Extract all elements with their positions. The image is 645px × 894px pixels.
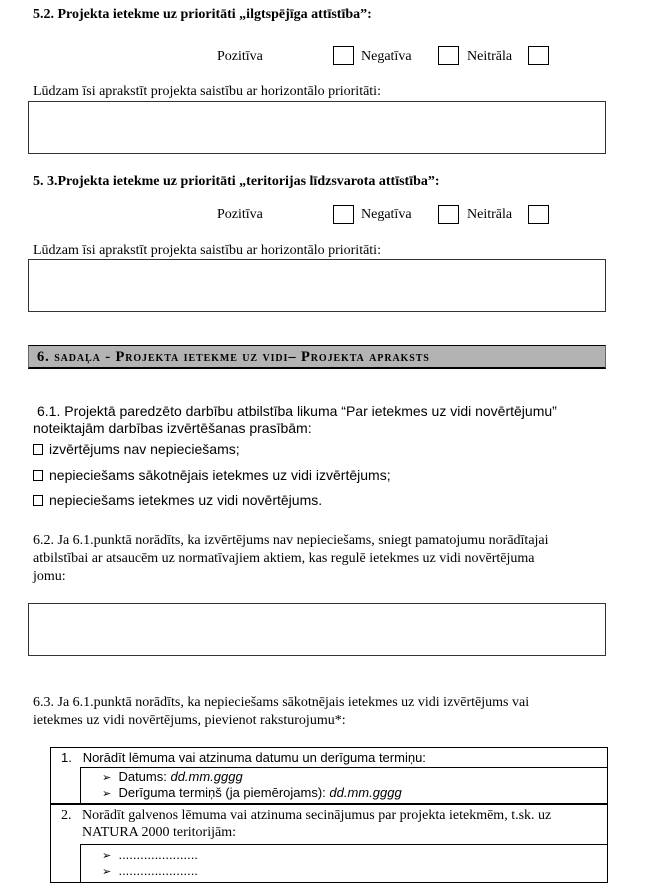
section-6-title: 6. sadaļa - Projekta ietekme uz vidi– Projekta apraksts — [37, 349, 430, 365]
item-value[interactable]: ...................... — [118, 847, 198, 862]
item-label: Datums: — [118, 769, 171, 784]
table-row-1 — [61, 750, 426, 765]
characteristics-table — [50, 747, 608, 883]
table-border — [80, 767, 608, 768]
option-label-neitrala: Neitrāla — [467, 207, 513, 222]
list-item — [102, 769, 243, 784]
table-border — [607, 747, 608, 803]
q-6-1-line2: noteiktajām darbības izvērtēšanas prasībām: — [33, 420, 312, 436]
table-border — [80, 844, 81, 882]
option-label: nepieciešams sākotnējais ietekmes uz vidi izvērtējums; — [49, 467, 391, 483]
checkbox-pozitiva[interactable] — [333, 205, 354, 224]
justification-field-6-2[interactable] — [28, 603, 606, 656]
description-field-5-2[interactable] — [28, 101, 606, 154]
item-value[interactable]: dd.mm.gggg — [170, 769, 243, 784]
heading-5-2: 5.2. Projekta ietekme uz prioritāti „ilgtspējīga attīstība”: — [33, 7, 372, 22]
table-border — [50, 803, 51, 883]
table-border — [50, 747, 51, 803]
q-6-1-line1: 6.1. Projektā paredzēto darbību atbilstība likuma “Par ietekmes uz vidi novērtējumu” — [37, 403, 557, 419]
row-number: 1. — [61, 750, 72, 765]
option-label-negativa: Negatīva — [361, 49, 412, 64]
q-6-2-line2: atbilstībai ar atsaucēm uz normatīvajiem aktiem, kas regulē ietekmes uz vidi novērtējuma — [33, 551, 535, 566]
checkbox-icon[interactable] — [33, 495, 43, 506]
prompt-5-3: Lūdzam īsi aprakstīt projekta saistību ar horizontālo prioritāti: — [33, 243, 381, 258]
table-row-2 — [61, 808, 551, 824]
arrow-bullet-icon: ➢ — [102, 787, 112, 800]
checkbox-neitrala[interactable] — [528, 46, 549, 65]
option-label: nepieciešams ietekmes uz vidi novērtējums. — [49, 492, 323, 508]
prompt-5-2: Lūdzam īsi aprakstīt projekta saistību ar horizontālo prioritāti: — [33, 84, 381, 99]
checkbox-neitrala[interactable] — [528, 205, 549, 224]
item-value[interactable]: dd.mm.gggg — [329, 785, 402, 800]
checkbox-icon[interactable] — [33, 444, 43, 455]
table-border — [50, 803, 608, 805]
option-label-negativa: Negatīva — [361, 207, 412, 222]
description-field-5-3[interactable] — [28, 259, 606, 312]
table-border — [50, 882, 608, 883]
table-border — [80, 767, 81, 803]
option-label-neitrala: Neitrāla — [467, 49, 513, 64]
option-no-assessment[interactable] — [33, 441, 240, 458]
heading-5-3: 5. 3.Projekta ietekme uz prioritāti „teritorijas līdzsvarota attīstība”: — [33, 174, 440, 189]
row-text: Norādīt galvenos lēmuma vai atzinuma secinājumus par projekta ietekmēm, t.sk. uz — [82, 808, 552, 823]
row-number: 2. — [61, 808, 72, 823]
table-border — [80, 844, 608, 845]
table-row-2-cont: NATURA 2000 teritorijām: — [82, 825, 236, 840]
list-item — [102, 863, 198, 878]
q-6-3-line2: ietekmes uz vidi novērtējums, pievienot raksturojumu*: — [33, 713, 346, 728]
item-value[interactable]: ...................... — [118, 863, 198, 878]
arrow-bullet-icon: ➢ — [102, 865, 112, 878]
option-initial-assessment[interactable] — [33, 467, 391, 484]
q-6-2-line3: jomu: — [33, 569, 66, 584]
arrow-bullet-icon: ➢ — [102, 771, 112, 784]
row-text: Norādīt lēmuma vai atzinuma datumu un derīguma termiņu: — [82, 750, 426, 765]
checkbox-negativa[interactable] — [438, 205, 459, 224]
arrow-bullet-icon: ➢ — [102, 849, 112, 862]
checkbox-pozitiva[interactable] — [333, 46, 354, 65]
option-label-pozitiva: Pozitīva — [217, 207, 263, 222]
q-6-2-line1: 6.2. Ja 6.1.punktā norādīts, ka izvērtējums nav nepieciešams, sniegt pamatojumu norādītajai — [33, 533, 549, 548]
checkbox-negativa[interactable] — [438, 46, 459, 65]
table-border — [607, 803, 608, 883]
table-border — [50, 747, 608, 748]
list-item — [102, 785, 402, 800]
list-item — [102, 847, 198, 862]
option-label: izvērtējums nav nepieciešams; — [49, 441, 240, 457]
section-6-header — [28, 345, 606, 369]
q-6-3-line1: 6.3. Ja 6.1.punktā norādīts, ka nepieciešams sākotnējais ietekmes uz vidi izvērtējums vai — [33, 695, 530, 710]
option-label-pozitiva: Pozitīva — [217, 49, 263, 64]
option-full-assessment[interactable] — [33, 492, 322, 509]
item-label: Derīguma termiņš (ja piemērojams): — [118, 785, 330, 800]
checkbox-icon[interactable] — [33, 470, 43, 481]
